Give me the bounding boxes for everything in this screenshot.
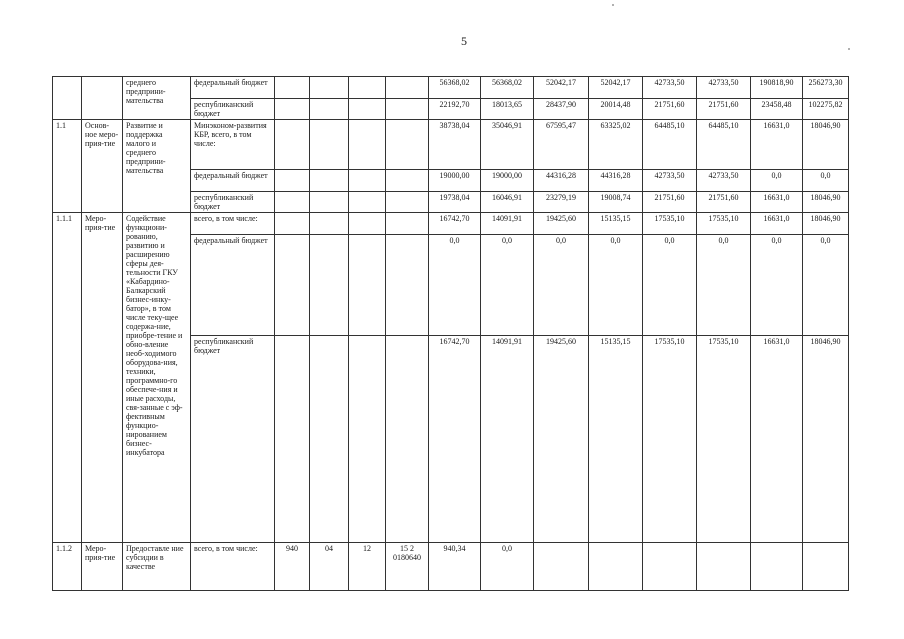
value-cell: 64485,10 [643,120,697,170]
value-cell: 35046,91 [481,120,534,170]
num-cell [53,77,82,120]
num-cell: 1.1.2 [53,543,82,591]
value-cell: 21751,60 [643,99,697,120]
type-cell: Основ-ное меро-прия-тие [82,120,123,213]
value-cell: 14091,91 [481,213,534,235]
value-cell: 44316,28 [589,170,643,192]
value-cell: 0,0 [751,170,803,192]
csr-cell: 15 2 0180640 [386,543,429,591]
value-cell: 52042,17 [589,77,643,99]
value-cell: 17535,10 [643,213,697,235]
value-cell: 67595,47 [534,120,589,170]
name-cell: Предоставле ние субсидии в качестве [123,543,191,591]
name-cell: Развитие и поддержка малого и среднего предприни-мательства [123,120,191,213]
value-cell: 0,0 [534,235,589,336]
value-cell: 19000,00 [481,170,534,192]
value-cell: 20014,48 [589,99,643,120]
value-cell: 15135,15 [589,336,643,543]
source-cell: федеральный бюджет [191,77,275,99]
value-cell: 56368,02 [429,77,481,99]
value-cell: 42733,50 [643,170,697,192]
value-cell: 63325,02 [589,120,643,170]
value-cell: 0,0 [803,235,849,336]
grbs-cell: 940 [275,543,310,591]
value-cell: 28437,90 [534,99,589,120]
name-cell: Содействие функциони-рованию, развитию и расширению сферы дея-тельности ГКУ «Кабардино-Балкарский бизнес-инку-батор», в том числе теку-щее содержа-ние, приобре-тение и обно-вление необ-ходимого оборудова-ния, техники, программно-го обеспече-ния и иные расходы, свя-занные с эф-фективным функцио-нированием бизнес-инкубатора [123,213,191,543]
value-cell: 18046,90 [803,336,849,543]
value-cell: 42733,50 [697,170,751,192]
value-cell: 15135,15 [589,213,643,235]
value-cell: 64485,10 [697,120,751,170]
value-cell: 16631,0 [751,120,803,170]
type-cell [82,77,123,120]
source-cell: федеральный бюджет [191,235,275,336]
value-cell: 16631,0 [751,336,803,543]
source-cell: республиканский бюджет [191,99,275,120]
value-cell: 23279,19 [534,192,589,213]
source-cell: Минэконом-развития КБР, всего, в том числе: [191,120,275,170]
table-row [53,213,849,235]
source-cell: республиканский бюджет [191,336,275,543]
scan-speck [848,48,850,50]
source-cell: всего, в том числе: [191,543,275,591]
value-cell: 0,0 [643,235,697,336]
num-cell: 1.1.1 [53,213,82,543]
value-cell: 18046,90 [803,192,849,213]
value-cell: 16742,70 [429,336,481,543]
value-cell: 18046,90 [803,213,849,235]
source-cell: республиканский бюджет [191,192,275,213]
value-cell: 21751,60 [697,192,751,213]
value-cell: 940,34 [429,543,481,591]
pr-cell: 12 [349,543,386,591]
value-cell: 22192,70 [429,99,481,120]
table-row [53,120,849,170]
value-cell: 0,0 [751,235,803,336]
source-cell: федеральный бюджет [191,170,275,192]
value-cell: 17535,10 [643,336,697,543]
value-cell: 52042,17 [534,77,589,99]
type-cell: Меро-прия-тие [82,213,123,543]
budget-table [52,76,849,591]
name-cell: среднего предприни-мательства [123,77,191,120]
value-cell: 44316,28 [534,170,589,192]
value-cell: 21751,60 [697,99,751,120]
value-cell: 17535,10 [697,213,751,235]
value-cell: 42733,50 [643,77,697,99]
rz-cell: 04 [310,543,349,591]
value-cell: 21751,60 [643,192,697,213]
value-cell: 0,0 [697,235,751,336]
value-cell: 0,0 [481,543,534,591]
value-cell: 16046,91 [481,192,534,213]
value-cell: 0,0 [589,235,643,336]
value-cell: 56368,02 [481,77,534,99]
value-cell: 19738,04 [429,192,481,213]
table-row [53,543,849,591]
value-cell: 19425,60 [534,336,589,543]
value-cell: 16631,0 [751,192,803,213]
scan-speck [612,4,614,6]
value-cell: 19425,60 [534,213,589,235]
type-cell: Меро-прия-тие [82,543,123,591]
value-cell: 17535,10 [697,336,751,543]
value-cell: 19008,74 [589,192,643,213]
value-cell: 18046,90 [803,120,849,170]
value-cell: 0,0 [481,235,534,336]
value-cell: 0,0 [429,235,481,336]
value-cell: 23458,48 [751,99,803,120]
value-cell: 42733,50 [697,77,751,99]
value-cell: 256273,30 [803,77,849,99]
value-cell: 0,0 [803,170,849,192]
num-cell: 1.1 [53,120,82,213]
value-cell: 16742,70 [429,213,481,235]
table-row [53,77,849,99]
value-cell: 38738,04 [429,120,481,170]
value-cell: 16631,0 [751,213,803,235]
value-cell: 14091,91 [481,336,534,543]
value-cell: 190818,90 [751,77,803,99]
value-cell: 102275,82 [803,99,849,120]
page-number: 5 [461,34,467,48]
value-cell: 18013,65 [481,99,534,120]
value-cell: 19000,00 [429,170,481,192]
source-cell: всего, в том числе: [191,213,275,235]
